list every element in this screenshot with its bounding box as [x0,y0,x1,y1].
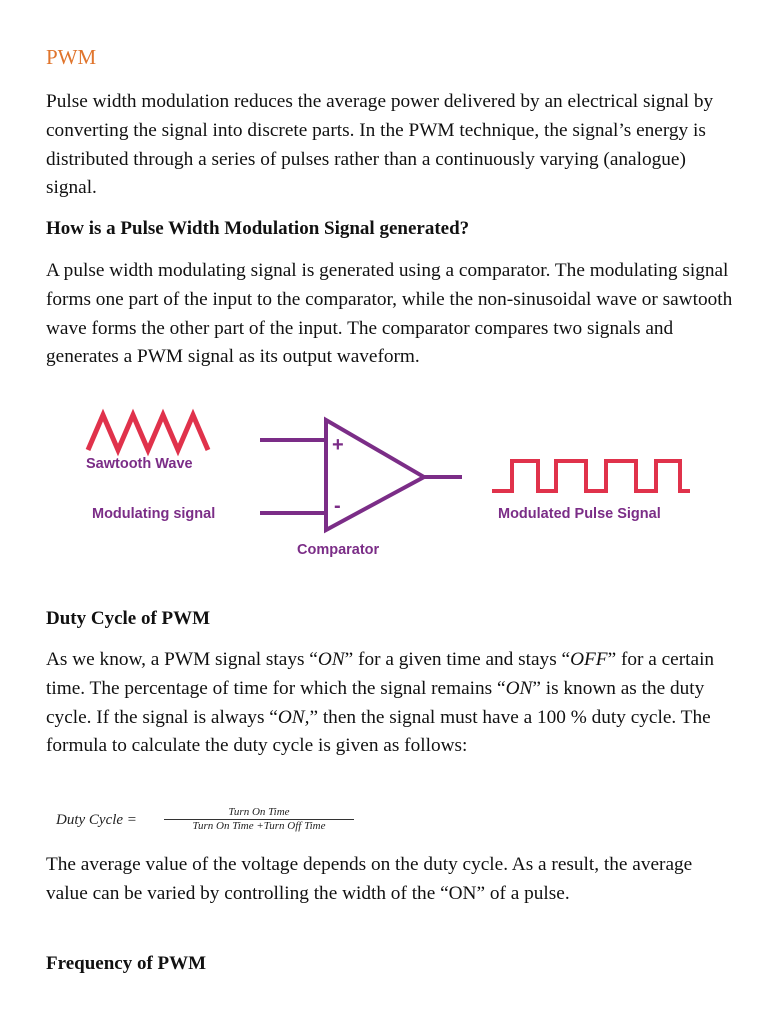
heading-how-generated: How is a Pulse Width Modulation Signal generated? [46,218,470,239]
duty-on-1: ON [317,649,345,670]
duty-paragraph [46,646,736,761]
heading-duty-cycle: Duty Cycle of PWM [46,608,211,629]
duty-off-1: OFF [570,649,608,670]
duty-text-1: As we know, a PWM signal stays “ [46,649,318,670]
duty-text-3: ” for a certain time. The percentage of time for which the signal remains “ [46,649,715,699]
minus-sign: - [334,495,341,517]
pwm-comparator-diagram [70,400,710,570]
pulse-wave [492,461,690,491]
duty-text-2: ” for a given time and stays “ [344,649,571,670]
intro-paragraph: Pulse width modulation reduces the average power delivered by an electrical signal by converting the signal into discrete parts. In the PWM technique, the signal’s energy is distributed through a series of pulses rather than a continuously varying (analogue) signal. [46,91,714,199]
diagram-graphic [70,400,710,570]
page-title: PWM [46,45,97,69]
average-value-paragraph: The average value of the voltage depends on the duty cycle. As a result, the average value can be varied by controlling the width of the “ON” of a pulse. [46,854,693,904]
modulating-label: Modulating signal [92,506,216,522]
duty-text-5: ” then the signal must have a 100 % duty cycle. The formula to calculate the duty cycle is given as follows: [46,706,711,757]
formula-fraction [164,806,354,833]
heading-frequency: Frequency of PWM [46,953,207,974]
duty-on-2: ON [505,677,533,699]
duty-on-3: ON, [277,706,310,728]
formula-denominator: Turn On Time +Turn Off Time [164,819,354,833]
plus-sign: + [332,434,344,456]
formula-lhs: Duty Cycle = [56,812,137,828]
comparator-label: Comparator [297,542,380,558]
formula-numerator: Turn On Time [228,806,290,818]
generated-paragraph: A pulse width modulating signal is generated using a comparator. The modulating signal forms one part of the input to the comparator, while the non-sinusoidal wave or sawtooth wave forms the other part of the input. The comparator compares two signals and generates a PWM signal as its output waveform. [46,260,733,368]
sawtooth-wave [88,415,208,450]
output-label: Modulated Pulse Signal [498,506,661,522]
sawtooth-label: Sawtooth Wave [86,456,193,472]
duty-text-4: ” is known as the duty cycle. If the signal is always “ [46,677,705,728]
